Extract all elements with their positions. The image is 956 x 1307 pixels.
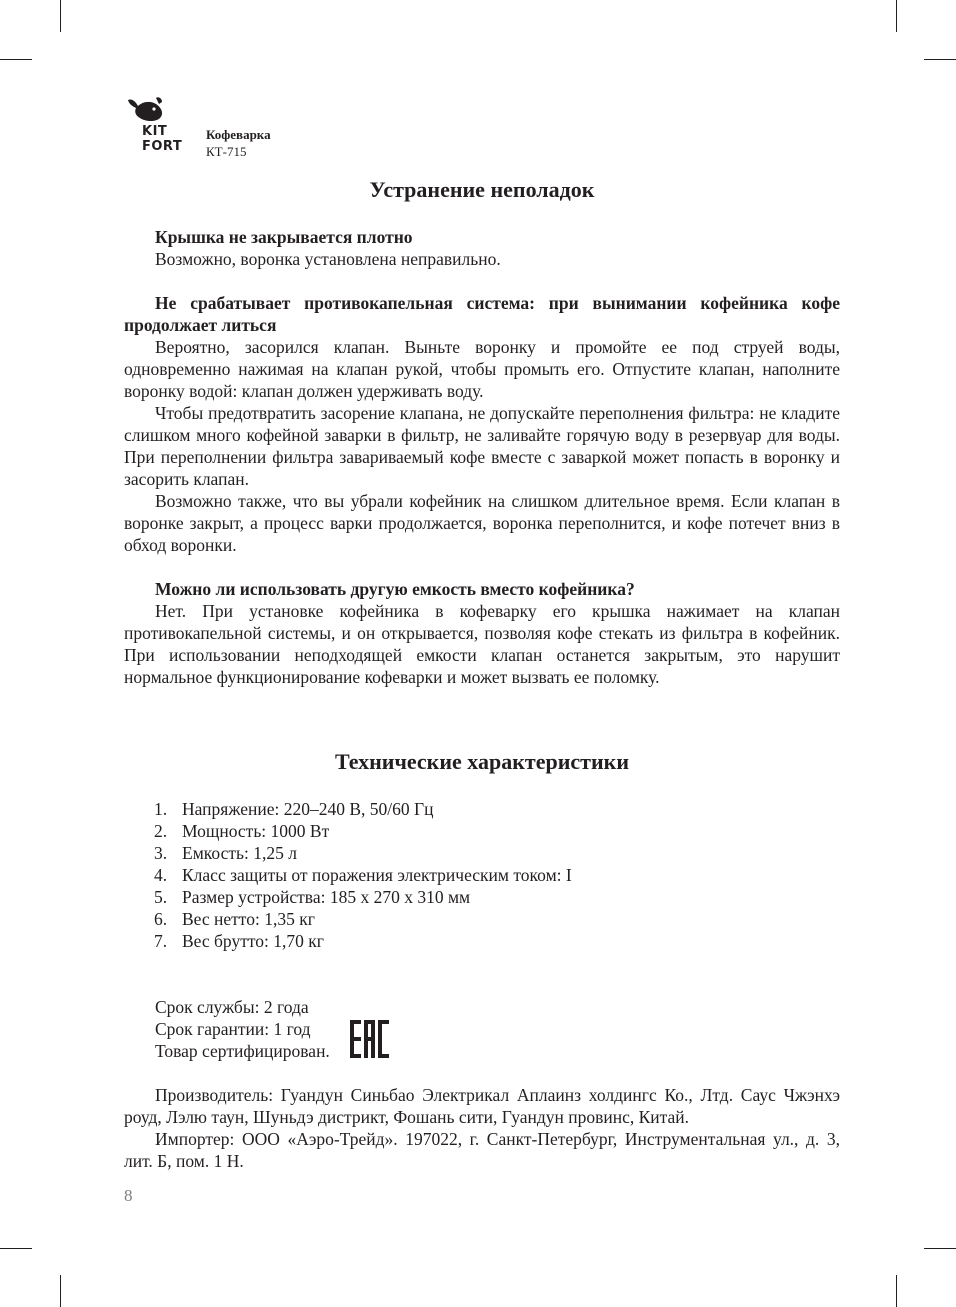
whale-icon [126, 96, 166, 124]
list-item: 3. Емкость: 1,25 л [154, 843, 297, 863]
product-label [206, 126, 271, 160]
list-item: 2. Мощность: 1000 Вт [154, 821, 330, 841]
page-header [124, 96, 271, 160]
list-item: 6. Вес нетто: 1,35 кг [154, 909, 315, 929]
crop-mark [896, 0, 897, 32]
certification-note: Товар сертифицирован. [155, 1041, 330, 1061]
list-item: 4. Класс защиты от поражения электрическим током: I [154, 865, 572, 885]
list-item: 5. Размер устройства: 185 x 270 x 310 мм [154, 887, 471, 907]
answer-paragraph: Чтобы предотвратить засорение клапана, не допускайте переполнения фильтра: не кладите слишком много кофейной заварки в фильтр, не заливайте горячую воду в резервуар для воды. При переполнении фильтра завариваемый кофе вместе с заваркой может попасть в воронку и засорить клапан. [124, 403, 840, 489]
manufacturer-info [124, 1084, 840, 1172]
answer-paragraph: Нет. При установке кофейника в кофеварку его крышка нажимает на клапан противокапельной системы, и он открывается, позволяя кофе стекать из фильтра в кофейник. При использовании неподходящей емкости клапан останется закрытым, это нарушит нормальное функционирование кофеварки и может вызвать ее поломку. [124, 601, 840, 687]
crop-mark [60, 1275, 61, 1307]
importer: Импортер: ООО «Аэро-Трейд». 197022, г. Санкт-Петербург, Инструментальная ул., д. 3, лит. Б, пом. 1 Н. [124, 1129, 840, 1171]
answer-paragraph: Возможно также, что вы убрали кофейник на слишком длительное время. Если клапан в воронке закрыт, а процесс варки продолжается, воронка переполнится, и кофе потечет вниз в обход воронки. [124, 491, 840, 555]
eac-mark-icon [350, 1020, 390, 1058]
list-item: 7. Вес брутто: 1,70 кг [154, 931, 324, 951]
answer-paragraph: Вероятно, засорился клапан. Выньте воронку и промойте ее под струей воды, одновременно нажимая на клапан рукой, чтобы промыть его. Отпустите клапан, наполните воронку водой: клапан должен удерживать воду. [124, 337, 840, 401]
product-name: Кофеварка [206, 127, 271, 142]
list-item: 1. Напряжение: 220–240 В, 50/60 Гц [154, 799, 434, 819]
warranty-period: Срок гарантии: 1 год [155, 1019, 311, 1039]
crop-mark [0, 59, 32, 60]
product-model: КТ-715 [206, 144, 247, 159]
troubleshooting-title: Устранение неполадок [369, 177, 595, 202]
page-number: 8 [124, 1186, 133, 1205]
question: Не срабатывает противокапельная система: при вынимании кофейника кофе продолжает литься [124, 293, 840, 335]
question: Крышка не закрывается плотно [155, 227, 413, 247]
qa-section-3 [124, 578, 840, 688]
page-content [124, 174, 840, 1172]
crop-mark [924, 59, 956, 60]
service-info [124, 996, 840, 1062]
crop-mark [924, 1248, 956, 1249]
manufacturer: Производитель: Гуандун Синьбао Электрикал Аплаинз холдингс Ко., Лтд. Саус Чжэнхэ роуд, Лэлю таун, Шуньдэ дистрикт, Фошань сити, Гуандун провинс, Китай. [124, 1085, 840, 1127]
logo-wordmark: KIT FORT [142, 124, 183, 154]
answer-paragraph: Возможно, воронка установлена неправильно. [155, 249, 501, 269]
crop-mark [896, 1275, 897, 1307]
kitfort-logo [124, 96, 190, 158]
qa-section-1 [124, 226, 840, 270]
crop-mark [0, 1248, 32, 1249]
specs-list [124, 798, 840, 952]
crop-mark [60, 0, 61, 32]
service-life: Срок службы: 2 года [155, 997, 309, 1017]
specs-title: Технические характеристики [334, 749, 630, 774]
qa-section-2 [124, 292, 840, 556]
question: Можно ли использовать другую емкость вместо кофейника? [155, 579, 635, 599]
